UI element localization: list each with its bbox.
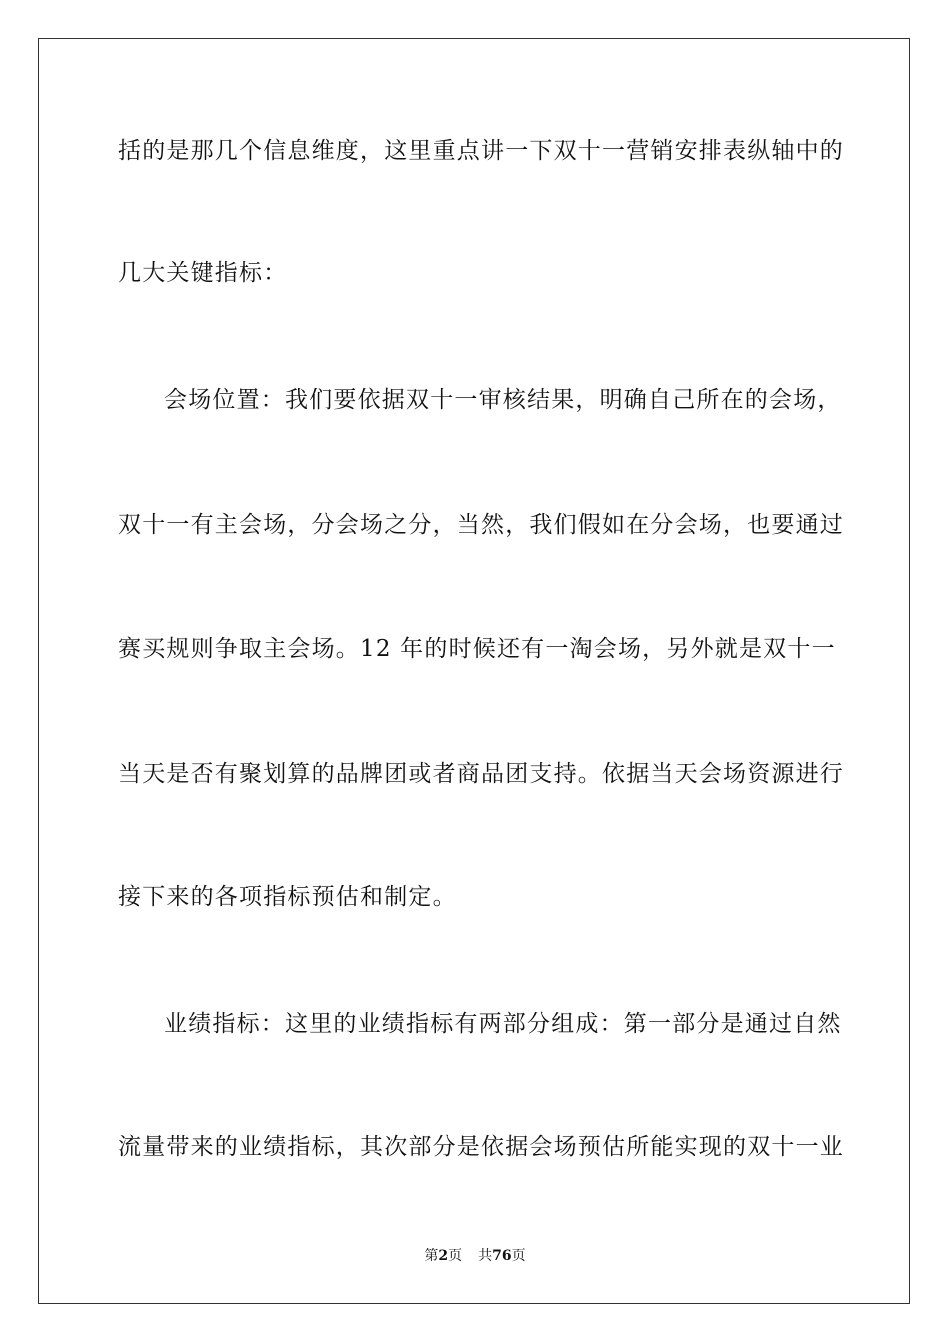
footer-total-prefix: 共 xyxy=(478,1248,493,1264)
footer-page-number: 2 xyxy=(438,1248,449,1264)
footer-page-prefix: 第 xyxy=(424,1248,439,1264)
body-line-8: 业绩指标：这里的业绩指标有两部分组成：第一部分是通过自然 xyxy=(164,1011,842,1037)
body-line-2: 几大关键指标： xyxy=(118,260,288,286)
body-line-6: 当天是否有聚划算的品牌团或者商品团支持。依据当天会场资源进行 xyxy=(118,761,844,787)
body-line-5: 赛买规则争取主会场。12 年的时候还有一淘会场，另外就是双十一 xyxy=(118,636,836,662)
page-border xyxy=(38,38,910,1304)
body-line-7: 接下来的各项指标预估和制定。 xyxy=(118,884,457,910)
body-line-1: 括的是那几个信息维度，这里重点讲一下双十一营销安排表纵轴中的 xyxy=(118,138,844,164)
footer-total-number: 76 xyxy=(492,1248,512,1264)
page-footer xyxy=(0,1246,950,1266)
body-line-4: 双十一有主会场，分会场之分，当然，我们假如在分会场，也要通过 xyxy=(118,512,844,538)
footer-page-suffix: 页 xyxy=(448,1248,463,1264)
body-line-9: 流量带来的业绩指标，其次部分是依据会场预估所能实现的双十一业 xyxy=(118,1134,844,1160)
body-line-3: 会场位置：我们要依据双十一审核结果，明确自己所在的会场， xyxy=(164,387,842,413)
footer-total-suffix: 页 xyxy=(511,1248,526,1264)
